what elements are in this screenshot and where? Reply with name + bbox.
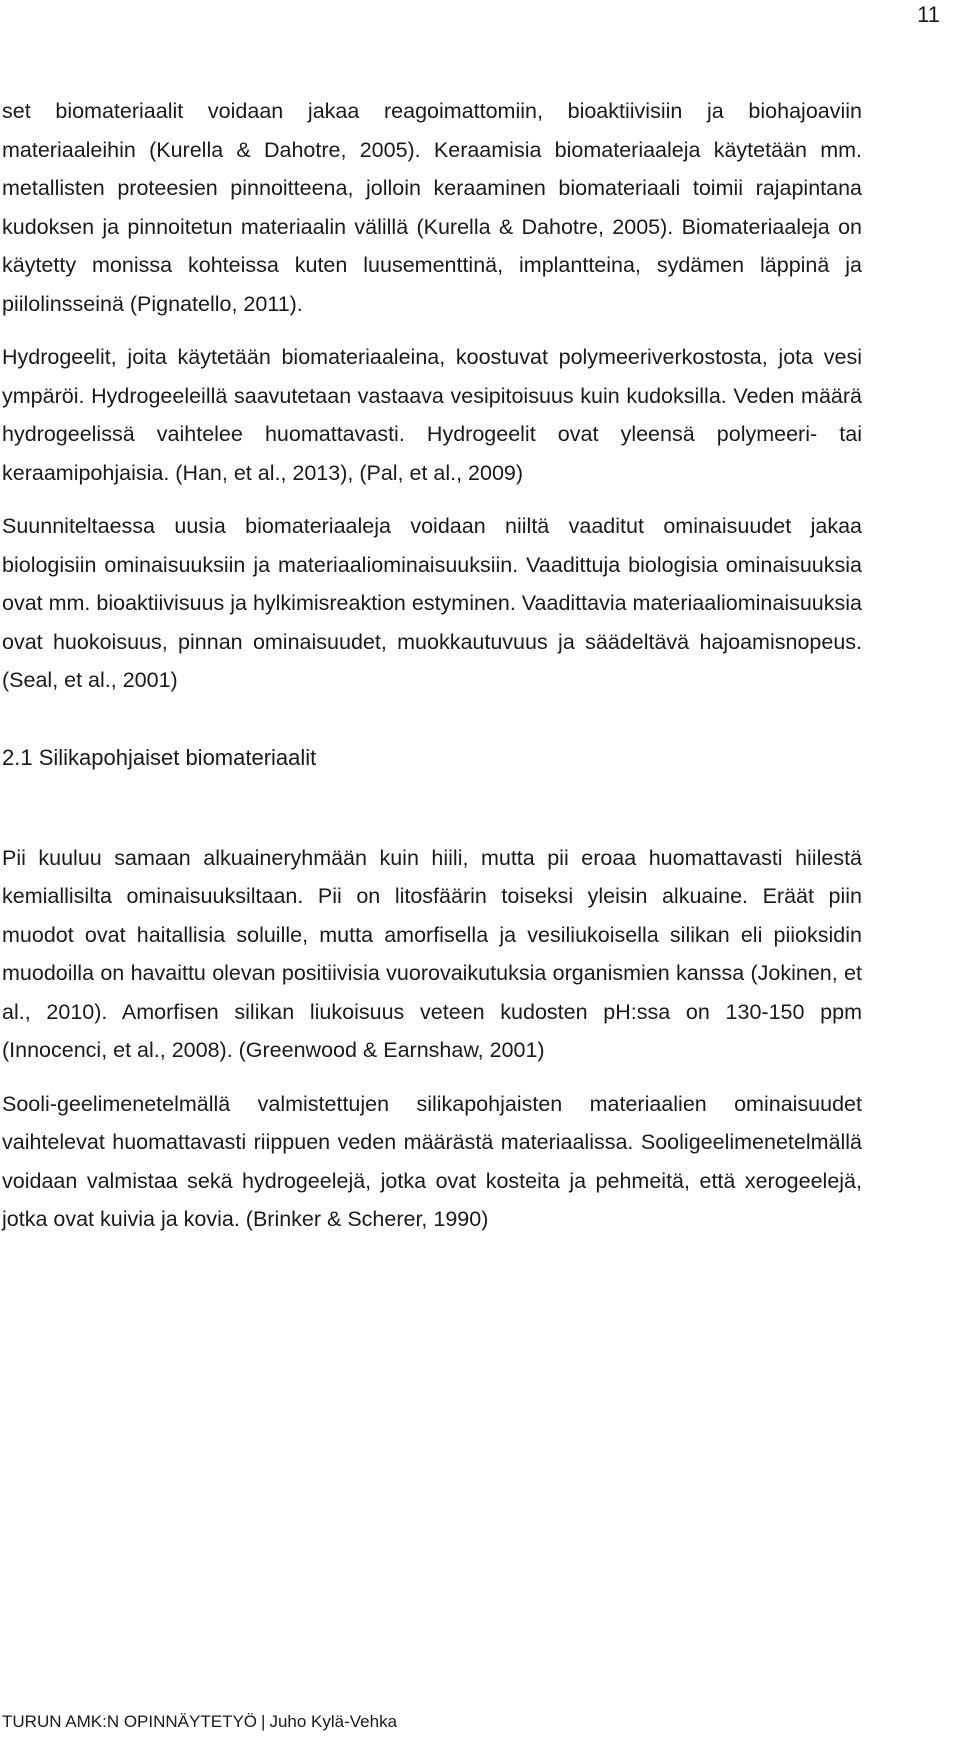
section-heading: 2.1 Silikapohjaiset biomateriaalit	[2, 744, 317, 770]
page-footer	[2, 1712, 397, 1732]
body-paragraph: Pii kuuluu samaan alkuaineryhmään kuin hiili, mutta pii eroaa huomattavasti hiilestä kemiallisilta ominaisuuksiltaan. Pii on litosfäärin toiseksi yleisin alkuaine. Eräät piin muodot ovat haitallisia soluille, mutta amorfisella ja vesiliukoisella silikan eli piioksidin muodoilla on havaittu olevan positiivisia vuorovaikutuksia organismien kanssa (Jokinen, et al., 2010). Amorfisen silikan liukoisuus veteen kudosten pH:ssa on 130-150 ppm (Innocenci, et al., 2008). (Greenwood & Earnshaw, 2001)	[2, 845, 862, 1062]
body-paragraph: Sooli-geelimenetelmällä valmistettujen silikapohjaisten materiaalien ominaisuudet vaihtelevat huomattavasti riippuen veden määrästä materiaalissa. Sooligeelimenetelmällä voidaan valmistaa sekä hydrogeelejä, jotka ovat kosteita ja pehmeitä, että xerogeelejä, jotka ovat kuivia ja kovia. (Brinker & Scherer, 1990)	[2, 1091, 862, 1231]
body-paragraph: Suunniteltaessa uusia biomateriaaleja voidaan niiltä vaaditut ominaisuudet jakaa biologisiin ominaisuuksiin ja materiaaliominaisuuksiin. Vaadittuja biologisia ominaisuuksia ovat mm. bioaktiivisuus ja hylkimisreaktion estyminen. Vaadittavia materiaaliominaisuuksia ovat huokoisuus, pinnan ominaisuudet, muokkautuvuus ja säädeltävä hajoamisnopeus. (Seal, et al., 2001)	[2, 514, 862, 692]
body-paragraph: set biomateriaalit voidaan jakaa reagoimattomiin, bioaktiivisiin ja biohajoaviin materiaaleihin (Kurella & Dahotre, 2005). Keraamisia biomateriaaleja käytetään mm. metallisten proteesien pinnoitteena, jolloin keraaminen biomateriaali toimii rajapintana kudoksen ja pinnoitetun materiaalin välillä (Kurella & Dahotre, 2005). Biomateriaaleja on käytetty monissa kohteissa kuten luusementtinä, implantteina, sydämen läppinä ja piilolinsseinä (Pignatello, 2011).	[2, 99, 862, 316]
body-paragraph: Hydrogeelit, joita käytetään biomateriaaleina, koostuvat polymeeriverkostosta, jota vesi ympäröi. Hydrogeeleillä saavutetaan vastaava vesipitoisuus kuin kudoksilla. Veden määrä hydrogeelissä vaihtelee huomattavasti. Hydrogeelit ovat yleensä polymeeri- tai keraamipohjaisia. (Han, et al., 2013), (Pal, et al., 2009)	[2, 345, 862, 485]
document-body	[2, 92, 862, 1239]
footer-separator: |	[261, 1712, 266, 1731]
page-number: 11	[917, 2, 940, 27]
footer-institution: TURUN AMK:N OPINNÄYTETYÖ	[2, 1712, 258, 1731]
footer-author: Juho Kylä-Vehka	[269, 1712, 398, 1731]
